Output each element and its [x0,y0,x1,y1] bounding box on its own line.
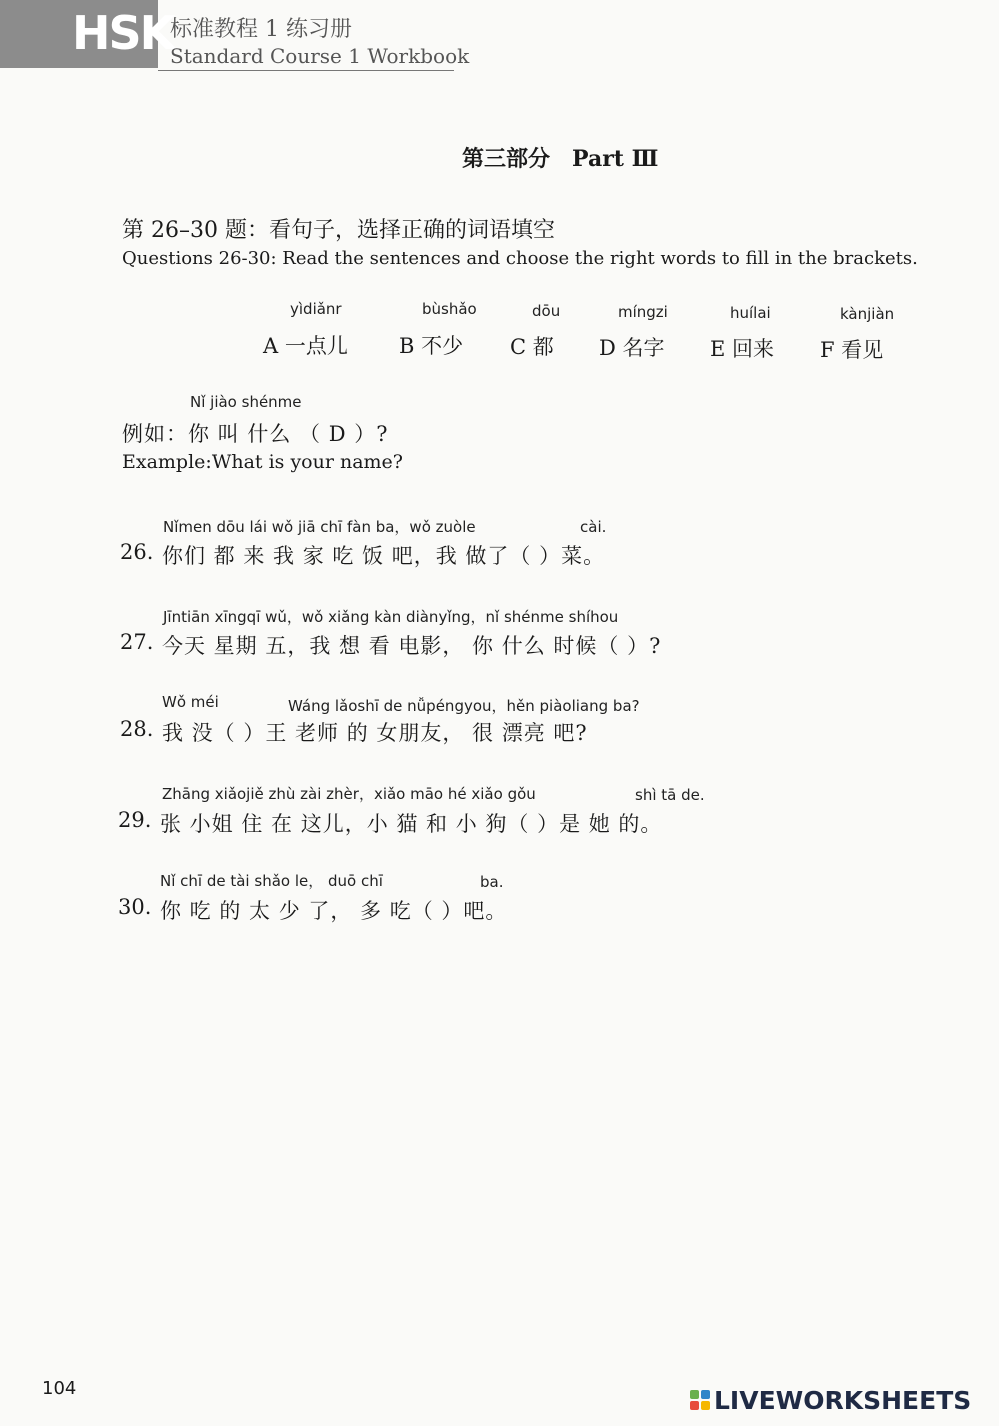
part-title: 第三部分 Part Ⅲ [462,146,659,172]
q29-sentence: 张 小姐 住 在 这儿，小 猫 和 小 狗（ ）是 她 的。 [160,812,663,836]
q26-pinyin: Nǐmen dōu lái wǒ jiā chī fàn ba，wǒ zuòle [163,518,476,536]
option-c: C 都 [510,335,554,359]
q28-number: 28. [120,717,154,741]
example-pinyin: Nǐ jiào shénme [190,393,302,411]
option-e: E 回来 [710,337,775,361]
option-b-pinyin: bùshǎo [422,300,477,318]
q27-number: 27. [120,630,154,654]
liveworksheets-wordmark: LIVEWORKSHEETS [714,1385,972,1415]
option-a: A 一点儿 [263,334,348,358]
example-sentence: 例如：你 叫 什么 （ D ）? [122,422,389,446]
q30-pinyin: Nǐ chī de tài shǎo le， duō chī [160,872,383,890]
q28-pinyin: Wǒ méi [162,693,219,711]
q29-answer-blank[interactable] [575,810,627,836]
q26-number: 26. [120,540,154,564]
header-title-en: Standard Course 1 Workbook [170,44,470,68]
q28-sentence: 我 没（ ）王 老师 的 女朋友， 很 漂亮 吧? [162,721,588,745]
option-d: D 名字 [599,336,665,360]
instructions-en: Questions 26-30: Read the sentences and choose the right words to fill in the brackets. [122,248,918,269]
q29-pinyin-end: shì tā de. [635,786,705,804]
q28-answer-blank[interactable] [222,719,274,745]
q30-sentence: 你 吃 的 太 少 了， 多 吃（ ）吧。 [160,899,508,923]
option-c-pinyin: dōu [532,302,561,320]
logo-square-blue [701,1390,710,1399]
option-d-pinyin: míngzi [618,303,668,321]
option-b: B 不少 [399,334,464,358]
page-number: 104 [42,1378,77,1399]
logo-square-green [690,1390,699,1399]
option-f: F 看见 [820,338,884,362]
logo-square-red [690,1401,699,1410]
liveworksheets-logo[interactable] [690,1383,971,1417]
option-e-pinyin: huílai [730,304,771,322]
q26-pinyin-end: cài. [580,518,607,536]
q29-pinyin: Zhāng xiǎojiě zhù zài zhèr，xiǎo māo hé xiǎo gǒu [162,785,536,803]
q27-pinyin: Jīntiān xīngqī wǔ，wǒ xiǎng kàn diànyǐng，nǐ shénme shíhou [163,608,619,626]
option-a-pinyin: yìdiǎnr [290,300,342,318]
header-divider [158,70,454,71]
logo-square-yellow [701,1401,710,1410]
q26-sentence: 你们 都 来 我 家 吃 饭 吧，我 做了（ ）菜。 [162,544,606,568]
hsk-logo: HSK [72,6,174,60]
q30-number: 30. [118,895,152,919]
instructions-cn: 第 26–30 题：看句子，选择正确的词语填空 [122,218,555,243]
header-title-cn: 标准教程 1 练习册 [170,17,352,42]
option-f-pinyin: kànjiàn [840,305,895,323]
example-translation: Example:What is your name? [122,451,403,473]
q28-pinyin-end: Wáng lǎoshī de nǚpéngyou，hěn piàoliang ba? [288,697,640,715]
q30-pinyin-end: ba. [480,873,504,891]
q27-answer-blank[interactable] [666,632,718,658]
q26-answer-blank[interactable] [518,542,570,568]
q29-number: 29. [118,808,152,832]
q30-answer-blank[interactable] [418,897,470,923]
q27-sentence: 今天 星期 五，我 想 看 电影， 你 什么 时候（ ）? [162,634,662,658]
liveworksheets-icon [690,1390,710,1410]
